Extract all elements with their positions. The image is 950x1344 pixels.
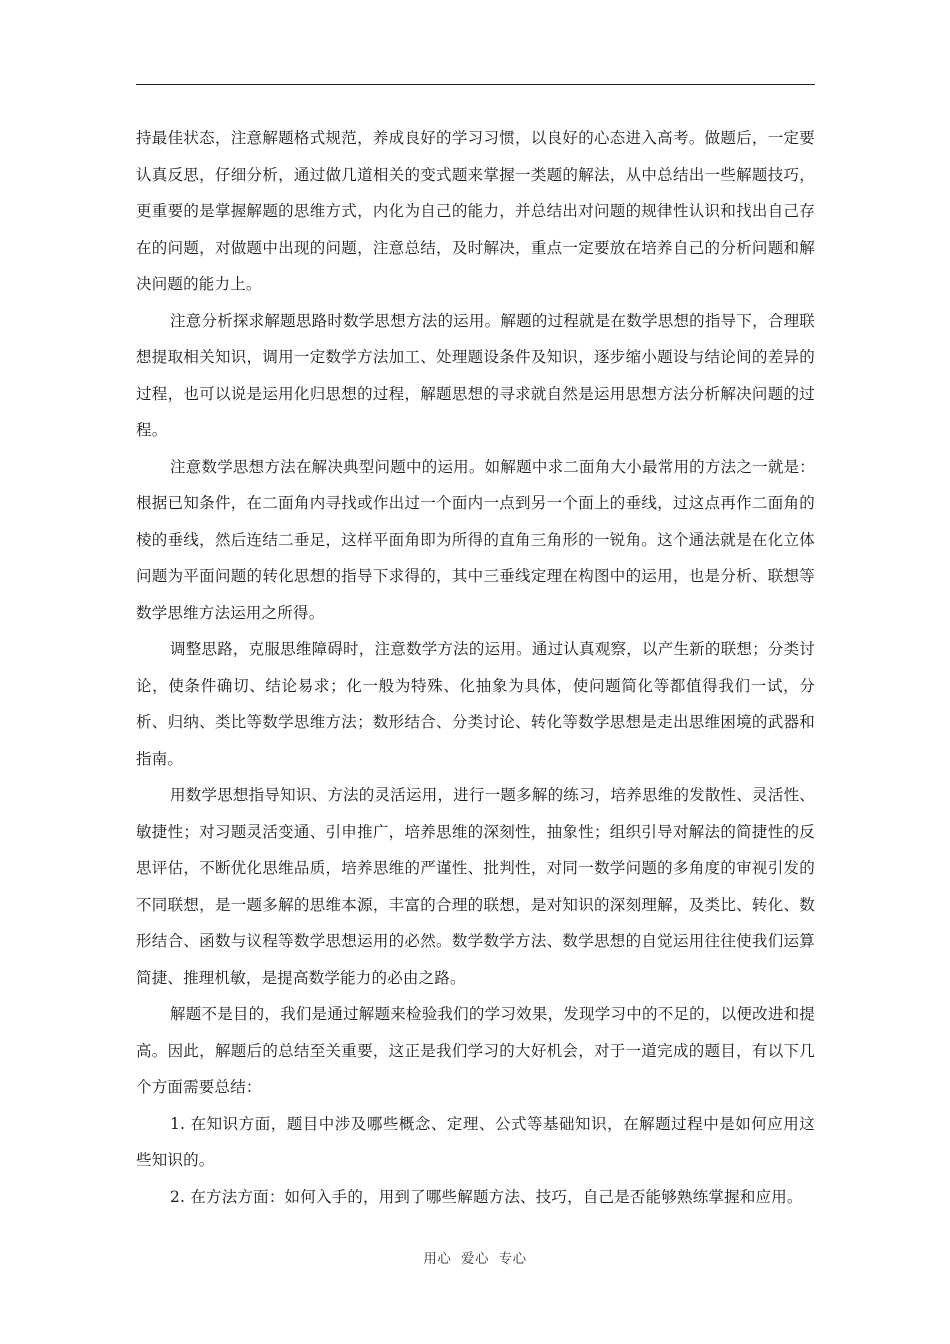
paragraph-flexible-use: 用数学思想指导知识、方法的灵活运用，进行一题多解的练习，培养思维的发散性、灵活性、敏捷性；对习题灵活变通、引申推广，培养思维的深刻性，抽象性；组织引导对解法的简捷性的反思评估，不断优化思维品质，培养思维的严谨性、批判性，对同一数学问题的多角度的审视引发的不同联想，是一题多解的思维本源，丰富的合理的联想，是对知识的深刻理解，及类比、转化、数形结合、函数与议程等数学思想运用的必然。数学数学方法、数学思想的自觉运用往往使我们运算简捷、推理机敏，是提高数学能力的必由之路。 [136,786,815,987]
document-body [136,120,815,1215]
list-item-method: 2. 在方法方面：如何入手的，用到了哪些解题方法、技巧，自己是否能够熟练掌握和应用。 [170,1187,803,1206]
header-rule [136,84,815,85]
list-item-knowledge: 1. 在知识方面，题目中涉及哪些概念、定理、公式等基础知识，在解题过程中是如何应用这些知识的。 [136,1114,815,1169]
paragraph-thinking-methods: 注意分析探求解题思路时数学思想方法的运用。解题的过程就是在数学思想的指导下，合理联想提取相关知识，调用一定数学方法加工、处理题设条件及知识，逐步缩小题设与结论间的差异的过程，也可以说是运用化归思想的过程，解题思想的寻求就自然是运用思想方法分析解决问题的过程。 [136,311,815,439]
page-footer: 用心 爱心 专心 [423,1251,527,1267]
paragraph-continuation: 持最佳状态，注意解题格式规范，养成良好的学习习惯，以良好的心态进入高考。做题后，一定要认真反思，仔细分析，通过做几道相关的变式题来掌握一类题的解法，从中总结出一些解题技巧，更重要的是掌握解题的思维方式，内化为自己的能力，并总结出对问题的规律性认识和找出自己存在的问题，对做题中出现的问题，注意总结，及时解决，重点一定要放在培养自己的分析问题和解决问题的能力上。 [136,129,815,293]
paragraph-adjust-thinking: 调整思路，克服思维障碍时，注意数学方法的运用。通过认真观察，以产生新的联想；分类讨论，使条件确切、结论易求；化一般为特殊、化抽象为具体，使问题简化等都值得我们一试，分析、归纳、类比等数学思维方法；数形结合、分类讨论、转化等数学思想是走出思维困境的武器和指南。 [136,640,815,768]
paragraph-typical-problems: 注意数学思想方法在解决典型问题中的运用。如解题中求二面角大小最常用的方法之一就是：根据已知条件，在二面角内寻找或作出过一个面内一点到另一个面上的垂线，过这点再作二面角的棱的垂线，然后连结二垂足，这样平面角即为所得的直角三角形的一锐角。这个通法就是在化立体问题为平面问题的转化思想的指导下求得的，其中三垂线定理在构图中的运用，也是分析、联想等数学思维方法运用之所得。 [136,457,815,622]
paragraph-summary-intro: 解题不是目的，我们是通过解题来检验我们的学习效果，发现学习中的不足的，以便改进和提高。因此，解题后的总结至关重要，这正是我们学习的大好机会，对于一道完成的题目，有以下几个方面需要总结： [136,1005,815,1096]
